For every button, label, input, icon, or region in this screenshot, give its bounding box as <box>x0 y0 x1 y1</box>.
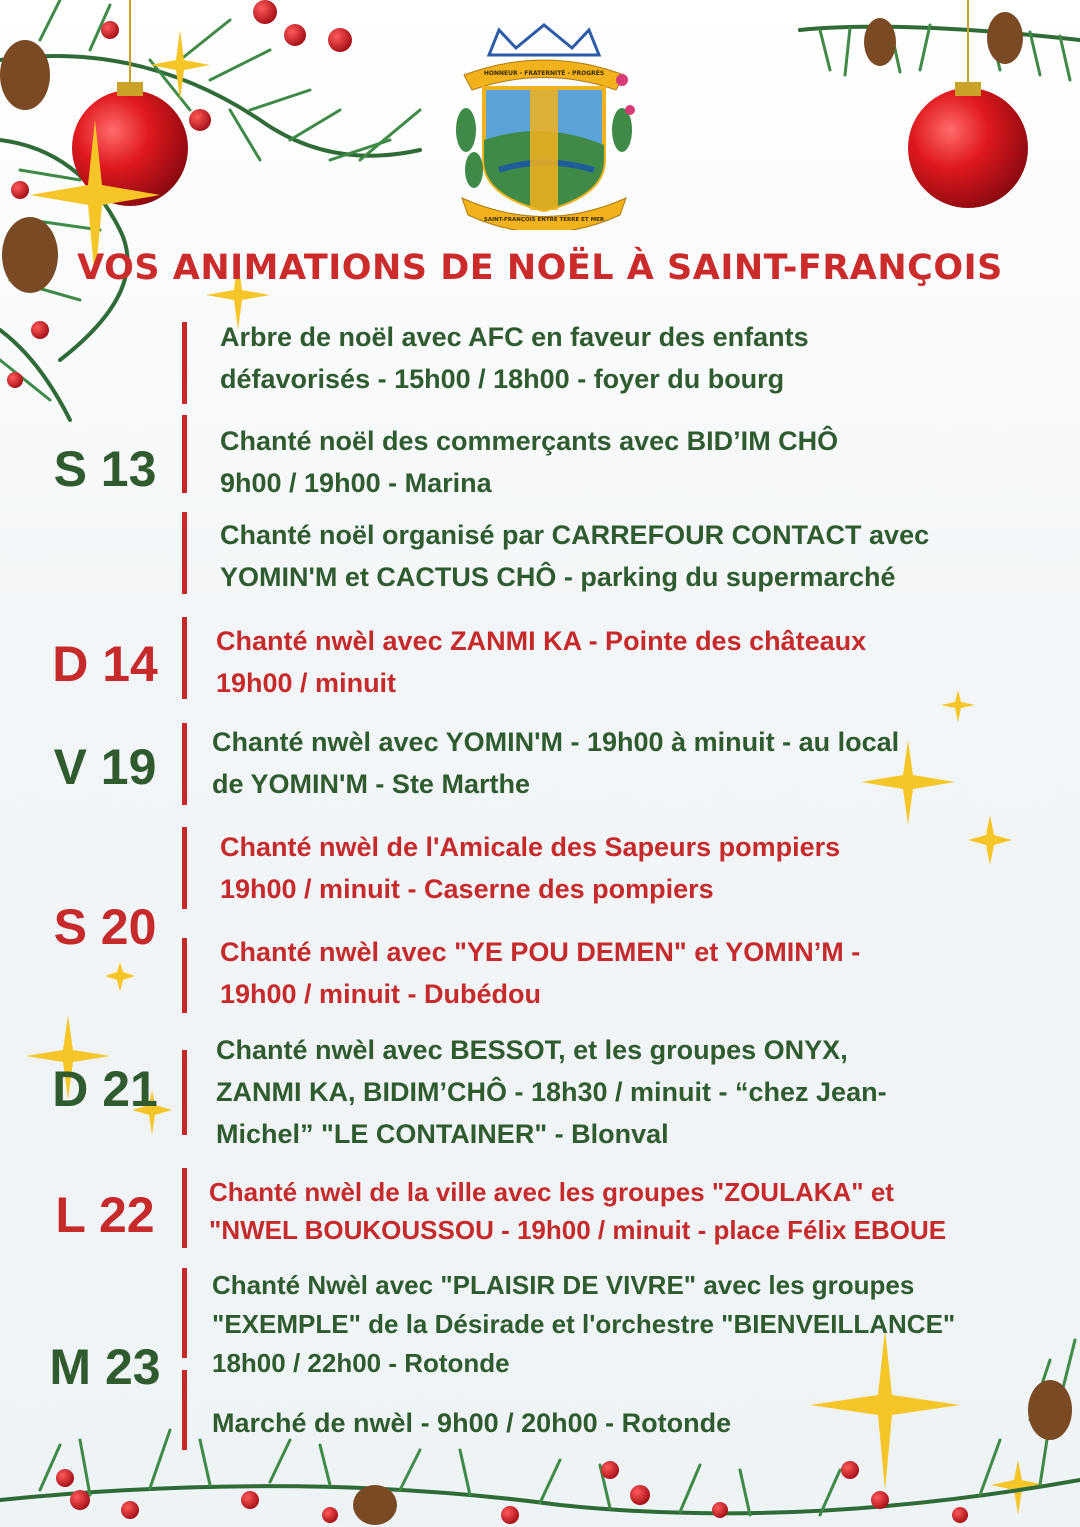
crest-motto-top: HONNEUR - FRATERNITÉ - PROGRÈS <box>483 70 605 77</box>
event-zanmi-ka: Chanté nwèl avec ZANMI KA - Pointe des châteaux 19h00 / minuit <box>216 626 867 698</box>
day-label-d21: D 21 <box>52 1061 158 1117</box>
day-label-s13: S 13 <box>53 441 157 497</box>
day-label-v19: V 19 <box>53 739 157 795</box>
bauble-top-right <box>908 88 1028 208</box>
crown-icon <box>489 25 599 55</box>
event-ye-pou-demen: Chanté nwèl avec "YE POU DEMEN" et YOMIN’M - 19h00 / minuit - Dubédou <box>220 937 861 1009</box>
separator-bar <box>182 415 187 493</box>
separator-bar <box>182 1370 187 1450</box>
separator-bar <box>182 1268 187 1358</box>
event-chante-noel-commercants: Chanté noël des commerçants avec BID’IM CHÔ 9h00 / 19h00 - Marina <box>220 426 839 498</box>
day-label-m23: M 23 <box>49 1339 161 1395</box>
crest-motto-bottom: SAINT-FRANÇOIS ENTRE TERRE ET MER <box>483 217 605 223</box>
event-chante-nwel-ville: Chanté nwèl de la ville avec les groupes "ZOULAKA" et "NWEL BOUKOUSSOU - 19h00 / minuit - place Félix EBOUE <box>209 1177 947 1245</box>
event-marche-de-nwel: Marché de nwèl - 9h00 / 20h00 - Rotonde <box>212 1408 732 1438</box>
day-label-d14: D 14 <box>52 636 158 692</box>
city-coat-of-arms <box>444 20 644 230</box>
event-sapeurs-pompiers: Chanté nwèl de l'Amicale des Sapeurs pompiers 19h00 / minuit - Caserne des pompiers <box>220 832 841 904</box>
event-plaisir-de-vivre: Chanté Nwèl avec "PLAISIR DE VIVRE" avec les groupes "EXEMPLE" de la Désirade et l'orchestre "BIENVEILLANCE" 18h00 / 22h00 - Rotonde <box>212 1270 956 1378</box>
page-title: VOS ANIMATIONS DE NOËL À SAINT-FRANÇOIS <box>77 248 1003 288</box>
flowers-left <box>456 108 483 188</box>
separator-bar <box>182 723 187 805</box>
event-afc-arbre-de-noel: Arbre de noël avec AFC en faveur des enfants défavorisés - 15h00 / 18h00 - foyer du bourg <box>220 322 809 394</box>
separator-bar <box>182 938 187 1013</box>
separator-bar <box>182 1168 187 1248</box>
separator-bar <box>182 827 187 909</box>
separator-bar <box>182 512 187 594</box>
day-label-l22: L 22 <box>55 1187 155 1243</box>
event-carrefour-contact: Chanté noël organisé par CARREFOUR CONTACT avec YOMIN'M et CACTUS CHÔ - parking du supermarché <box>220 520 930 592</box>
separator-bar <box>182 617 187 699</box>
event-bessot-blonval: Chanté nwèl avec BESSOT, et les groupes ONYX, ZANMI KA, BIDIM’CHÔ - 18h30 / minuit - “chez Jean- Michel” "LE CONTAINER" - Blonval <box>216 1035 887 1149</box>
fir-branch-top-right <box>800 25 1080 80</box>
event-yominm-ste-marthe: Chanté nwèl avec YOMIN'M - 19h00 à minuit - au local de YOMIN'M - Ste Marthe <box>212 727 900 799</box>
separator-bar <box>182 1050 187 1135</box>
day-label-s20: S 20 <box>53 899 157 955</box>
separator-bar <box>182 322 187 404</box>
